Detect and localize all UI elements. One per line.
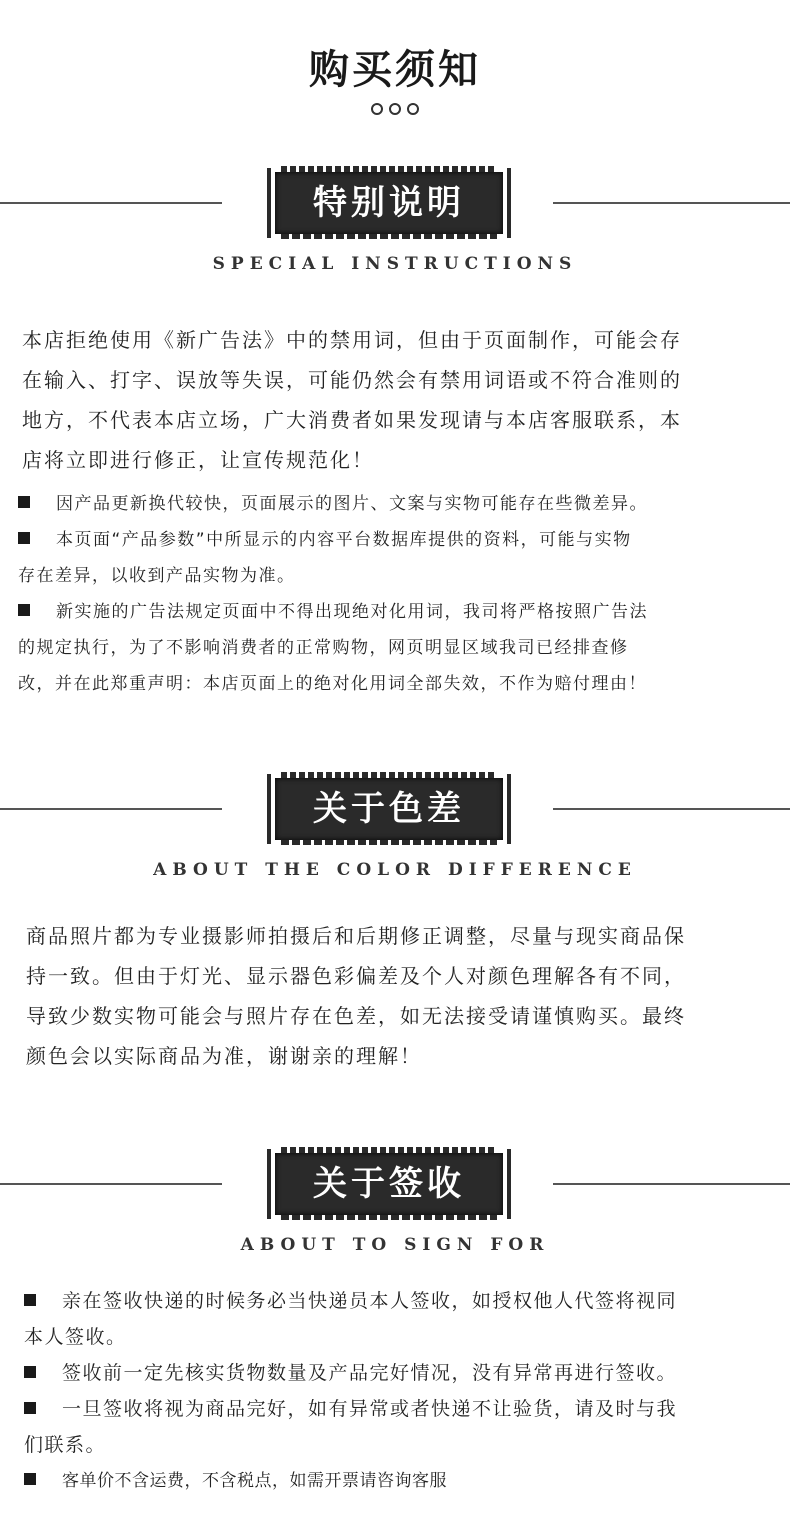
section-subtitle: ABOUT TO SIGN FOR — [240, 1235, 550, 1255]
list-item: 签收前一定先核实货物数量及产品完好情况，没有异常再进行签收。 — [24, 1356, 770, 1392]
special-paragraph — [22, 322, 770, 482]
list-item: 亲在签收快递的时候务必当快递员本人签收，如授权他人代签将视同 — [24, 1284, 770, 1320]
special-bullet-list — [18, 488, 770, 704]
list-item-continuation: 们联系。 — [24, 1434, 107, 1456]
square-bullet-icon — [24, 1473, 36, 1485]
section-heading-text: 特别说明 — [313, 183, 465, 223]
list-item: 新实施的广告法规定页面中不得出现绝对化用词，我司将严格按照广告法 — [18, 596, 770, 632]
square-bullet-icon — [18, 496, 30, 508]
page-title: 购买须知 — [309, 47, 481, 93]
heading-brush-banner — [275, 1153, 503, 1215]
paragraph-line: 颜色会以实际商品为准，谢谢亲的理解！ — [26, 1044, 422, 1068]
list-item: 本页面“产品参数”中所显示的内容平台数据库提供的资料，可能与实物 — [18, 524, 770, 560]
paragraph-line: 地方，不代表本店立场，广大消费者如果发现请与本店客服联系，本 — [22, 408, 682, 432]
color-paragraph — [26, 918, 774, 1078]
section-subtitle: SPECIAL INSTRUCTIONS — [212, 254, 578, 274]
square-bullet-icon — [24, 1366, 36, 1378]
title-dots-decoration — [0, 100, 790, 118]
paragraph-line: 在输入、打字、误放等失误，可能仍然会有禁用词语或不符合准则的 — [22, 368, 682, 392]
list-item: 因产品更新换代较快，页面展示的图片、文案与实物可能存在些微差异。 — [18, 488, 770, 524]
square-bullet-icon — [18, 604, 30, 616]
circle-icon — [389, 103, 401, 115]
list-item-continuation: 的规定执行，为了不影响消费者的正常购物，网页明显区域我司已经排查修 — [18, 638, 629, 658]
sign-bullet-list — [24, 1284, 770, 1500]
paragraph-line: 导致少数实物可能会与照片存在色差，如无法接受请谨慎购买。最终 — [26, 1004, 686, 1028]
divider-line — [0, 202, 222, 204]
divider-line — [553, 202, 790, 204]
section-subtitle: ABOUT THE COLOR DIFFERENCE — [153, 860, 637, 880]
divider-line — [0, 808, 222, 810]
section-heading-text: 关于色差 — [313, 789, 465, 829]
paragraph-line: 店将立即进行修正，让宣传规范化！ — [22, 448, 374, 472]
list-item-continuation: 存在差异，以收到产品实物为准。 — [18, 566, 296, 586]
list-item-continuation: 本人签收。 — [24, 1326, 127, 1348]
divider-line — [553, 808, 790, 810]
divider-line — [553, 1183, 790, 1185]
heading-brush-banner — [275, 172, 503, 234]
circle-icon — [371, 103, 383, 115]
square-bullet-icon — [18, 532, 30, 544]
square-bullet-icon — [24, 1402, 36, 1414]
section-heading-text: 关于签收 — [313, 1164, 465, 1204]
heading-brush-banner — [275, 778, 503, 840]
list-item: 一旦签收将视为商品完好，如有异常或者快递不让验货，请及时与我 — [24, 1392, 770, 1428]
list-item: 客单价不含运费，不含税点，如需开票请咨询客服 — [24, 1464, 770, 1500]
square-bullet-icon — [24, 1294, 36, 1306]
paragraph-line: 持一致。但由于灯光、显示器色彩偏差及个人对颜色理解各有不同， — [26, 964, 686, 988]
paragraph-line: 本店拒绝使用《新广告法》中的禁用词，但由于页面制作，可能会存 — [22, 328, 682, 352]
divider-line — [0, 1183, 222, 1185]
list-item-continuation: 改，并在此郑重声明：本店页面上的绝对化用词全部失效，不作为赔付理由！ — [18, 674, 647, 694]
paragraph-line: 商品照片都为专业摄影师拍摄后和后期修正调整，尽量与现实商品保 — [26, 924, 686, 948]
circle-icon — [407, 103, 419, 115]
